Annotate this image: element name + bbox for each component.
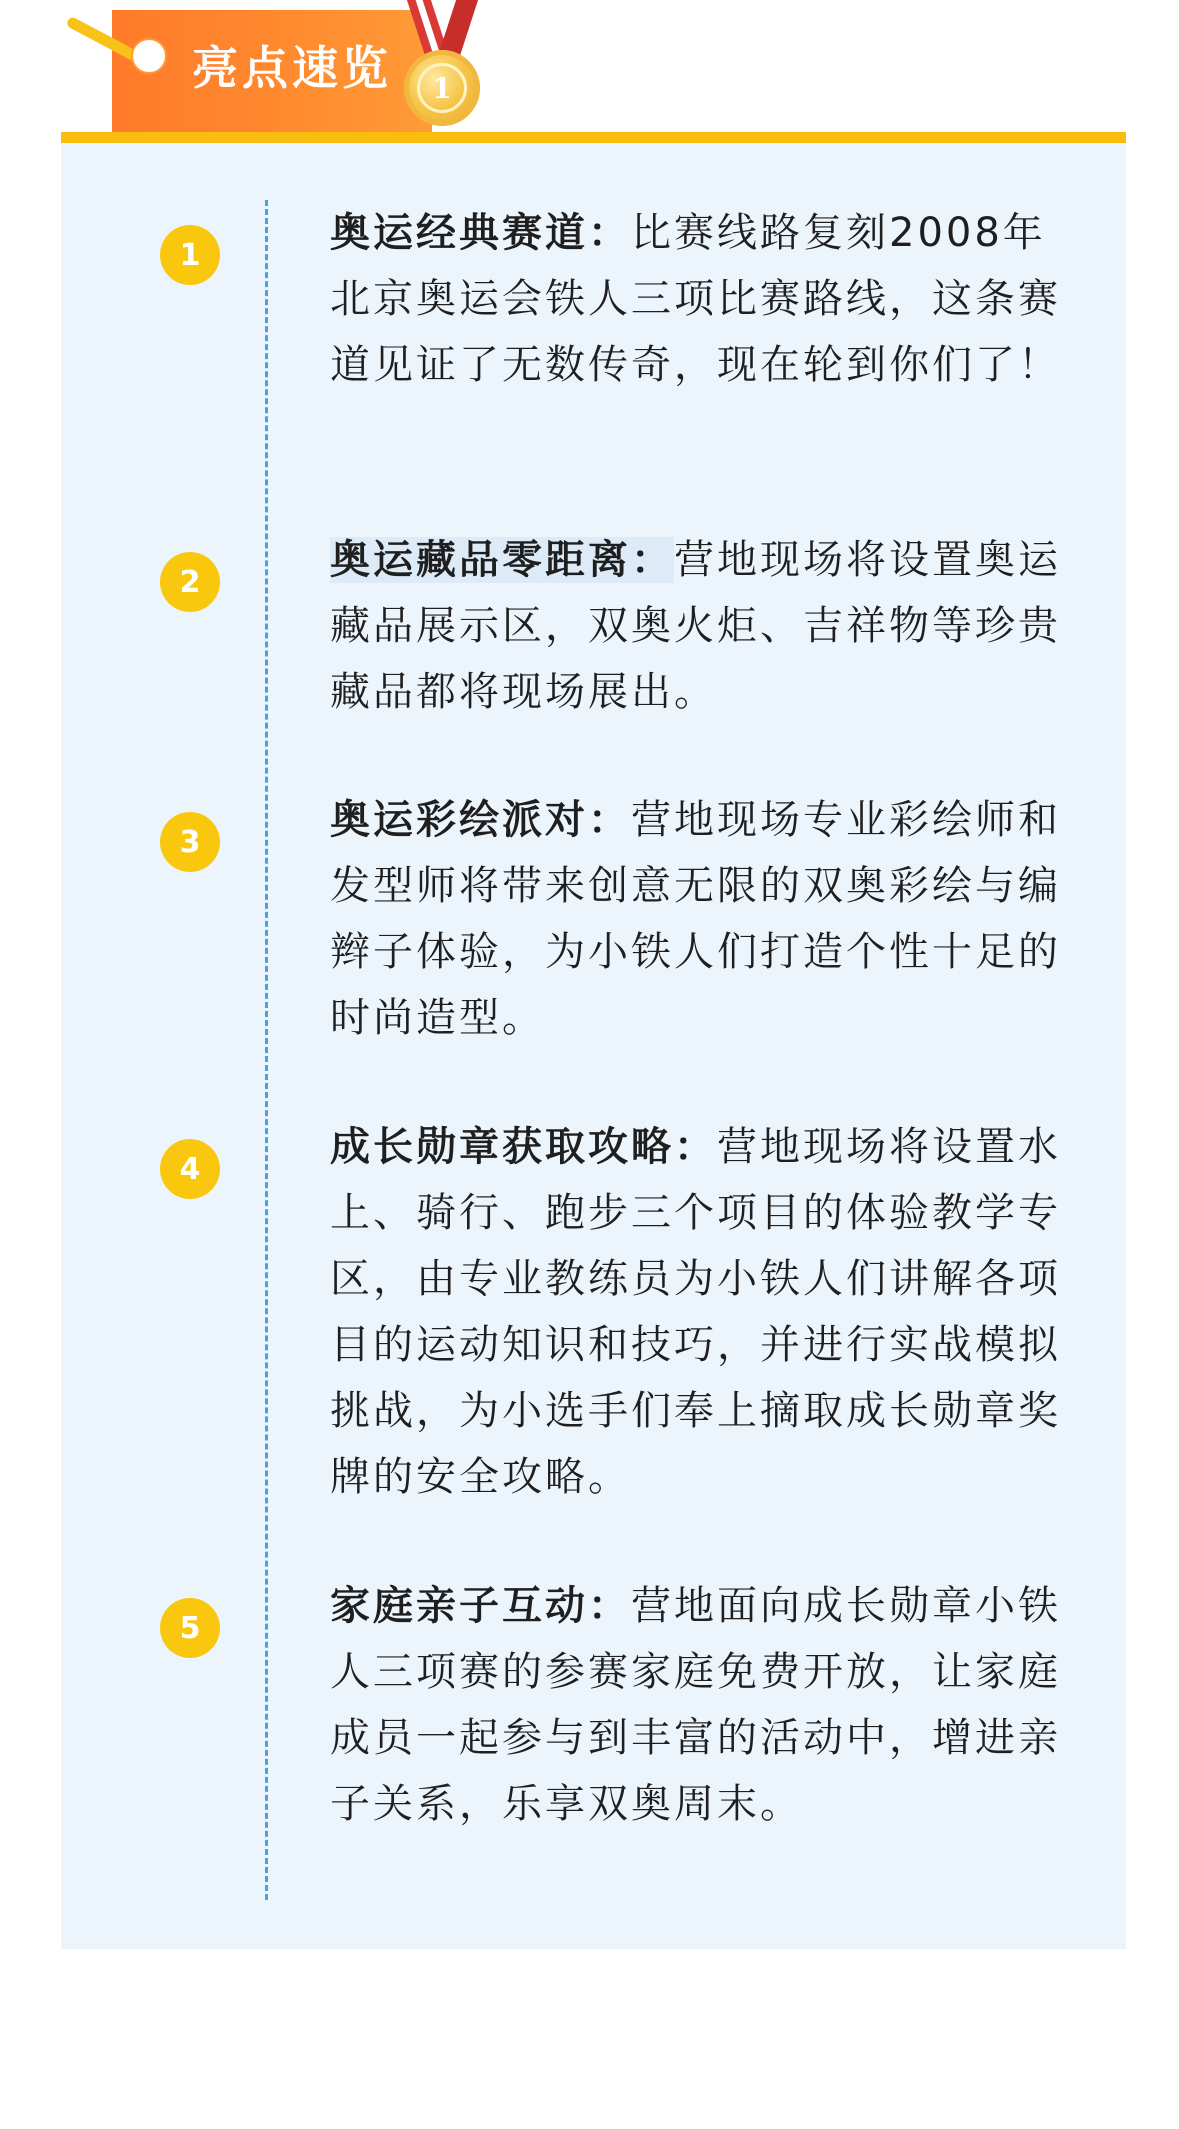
header-divider bbox=[61, 132, 1126, 143]
highlight-body: 营地现场将设置水上、骑行、跑步三个项目的体验教学专区，由专业教练员为小铁人们讲解各项目的运动知识和技巧，并进行实战模拟挑战，为小选手们奉上摘取成长勋章奖牌的安全攻略。 bbox=[330, 1124, 1061, 1500]
highlight-title: 家庭亲子互动： bbox=[330, 1583, 631, 1629]
highlight-item bbox=[330, 200, 1072, 398]
section-title: 亮点速览 bbox=[192, 41, 392, 95]
gold-medal-icon bbox=[404, 50, 480, 126]
highlight-item bbox=[330, 787, 1072, 1051]
highlight-item bbox=[330, 1114, 1072, 1510]
highlight-title: 奥运彩绘派对： bbox=[330, 797, 631, 843]
highlight-body: 营地面向成长勋章小铁人三项赛的参赛家庭免费开放，让家庭成员一起参与到丰富的活动中，增进亲子关系，乐享双奥周末。 bbox=[330, 1583, 1061, 1827]
highlight-body: 营地现场专业彩绘师和发型师将带来创意无限的双奥彩绘与编辫子体验，为小铁人们打造个性十足的时尚造型。 bbox=[330, 797, 1061, 1041]
highlight-title: 奥运藏品零距离： bbox=[330, 537, 674, 583]
timeline-line bbox=[265, 200, 268, 1900]
highlight-title: 成长勋章获取攻略： bbox=[330, 1124, 717, 1170]
number-badge: 4 bbox=[160, 1139, 220, 1199]
highlight-body: 营地现场将设置奥运藏品展示区，双奥火炬、吉祥物等珍贵藏品都将现场展出。 bbox=[330, 537, 1061, 715]
number-badge: 2 bbox=[160, 552, 220, 612]
medal-number: 1 bbox=[417, 63, 467, 113]
pointer-dot-icon bbox=[131, 38, 167, 74]
number-badge: 5 bbox=[160, 1598, 220, 1658]
highlight-item bbox=[330, 527, 1072, 725]
number-badge: 3 bbox=[160, 812, 220, 872]
highlight-item bbox=[330, 1573, 1072, 1837]
highlight-body: 比赛线路复刻2008年北京奥运会铁人三项比赛路线，这条赛道见证了无数传奇，现在轮到你们了！ bbox=[330, 210, 1061, 388]
highlight-title: 奥运经典赛道： bbox=[330, 210, 631, 256]
number-badge: 1 bbox=[160, 225, 220, 285]
